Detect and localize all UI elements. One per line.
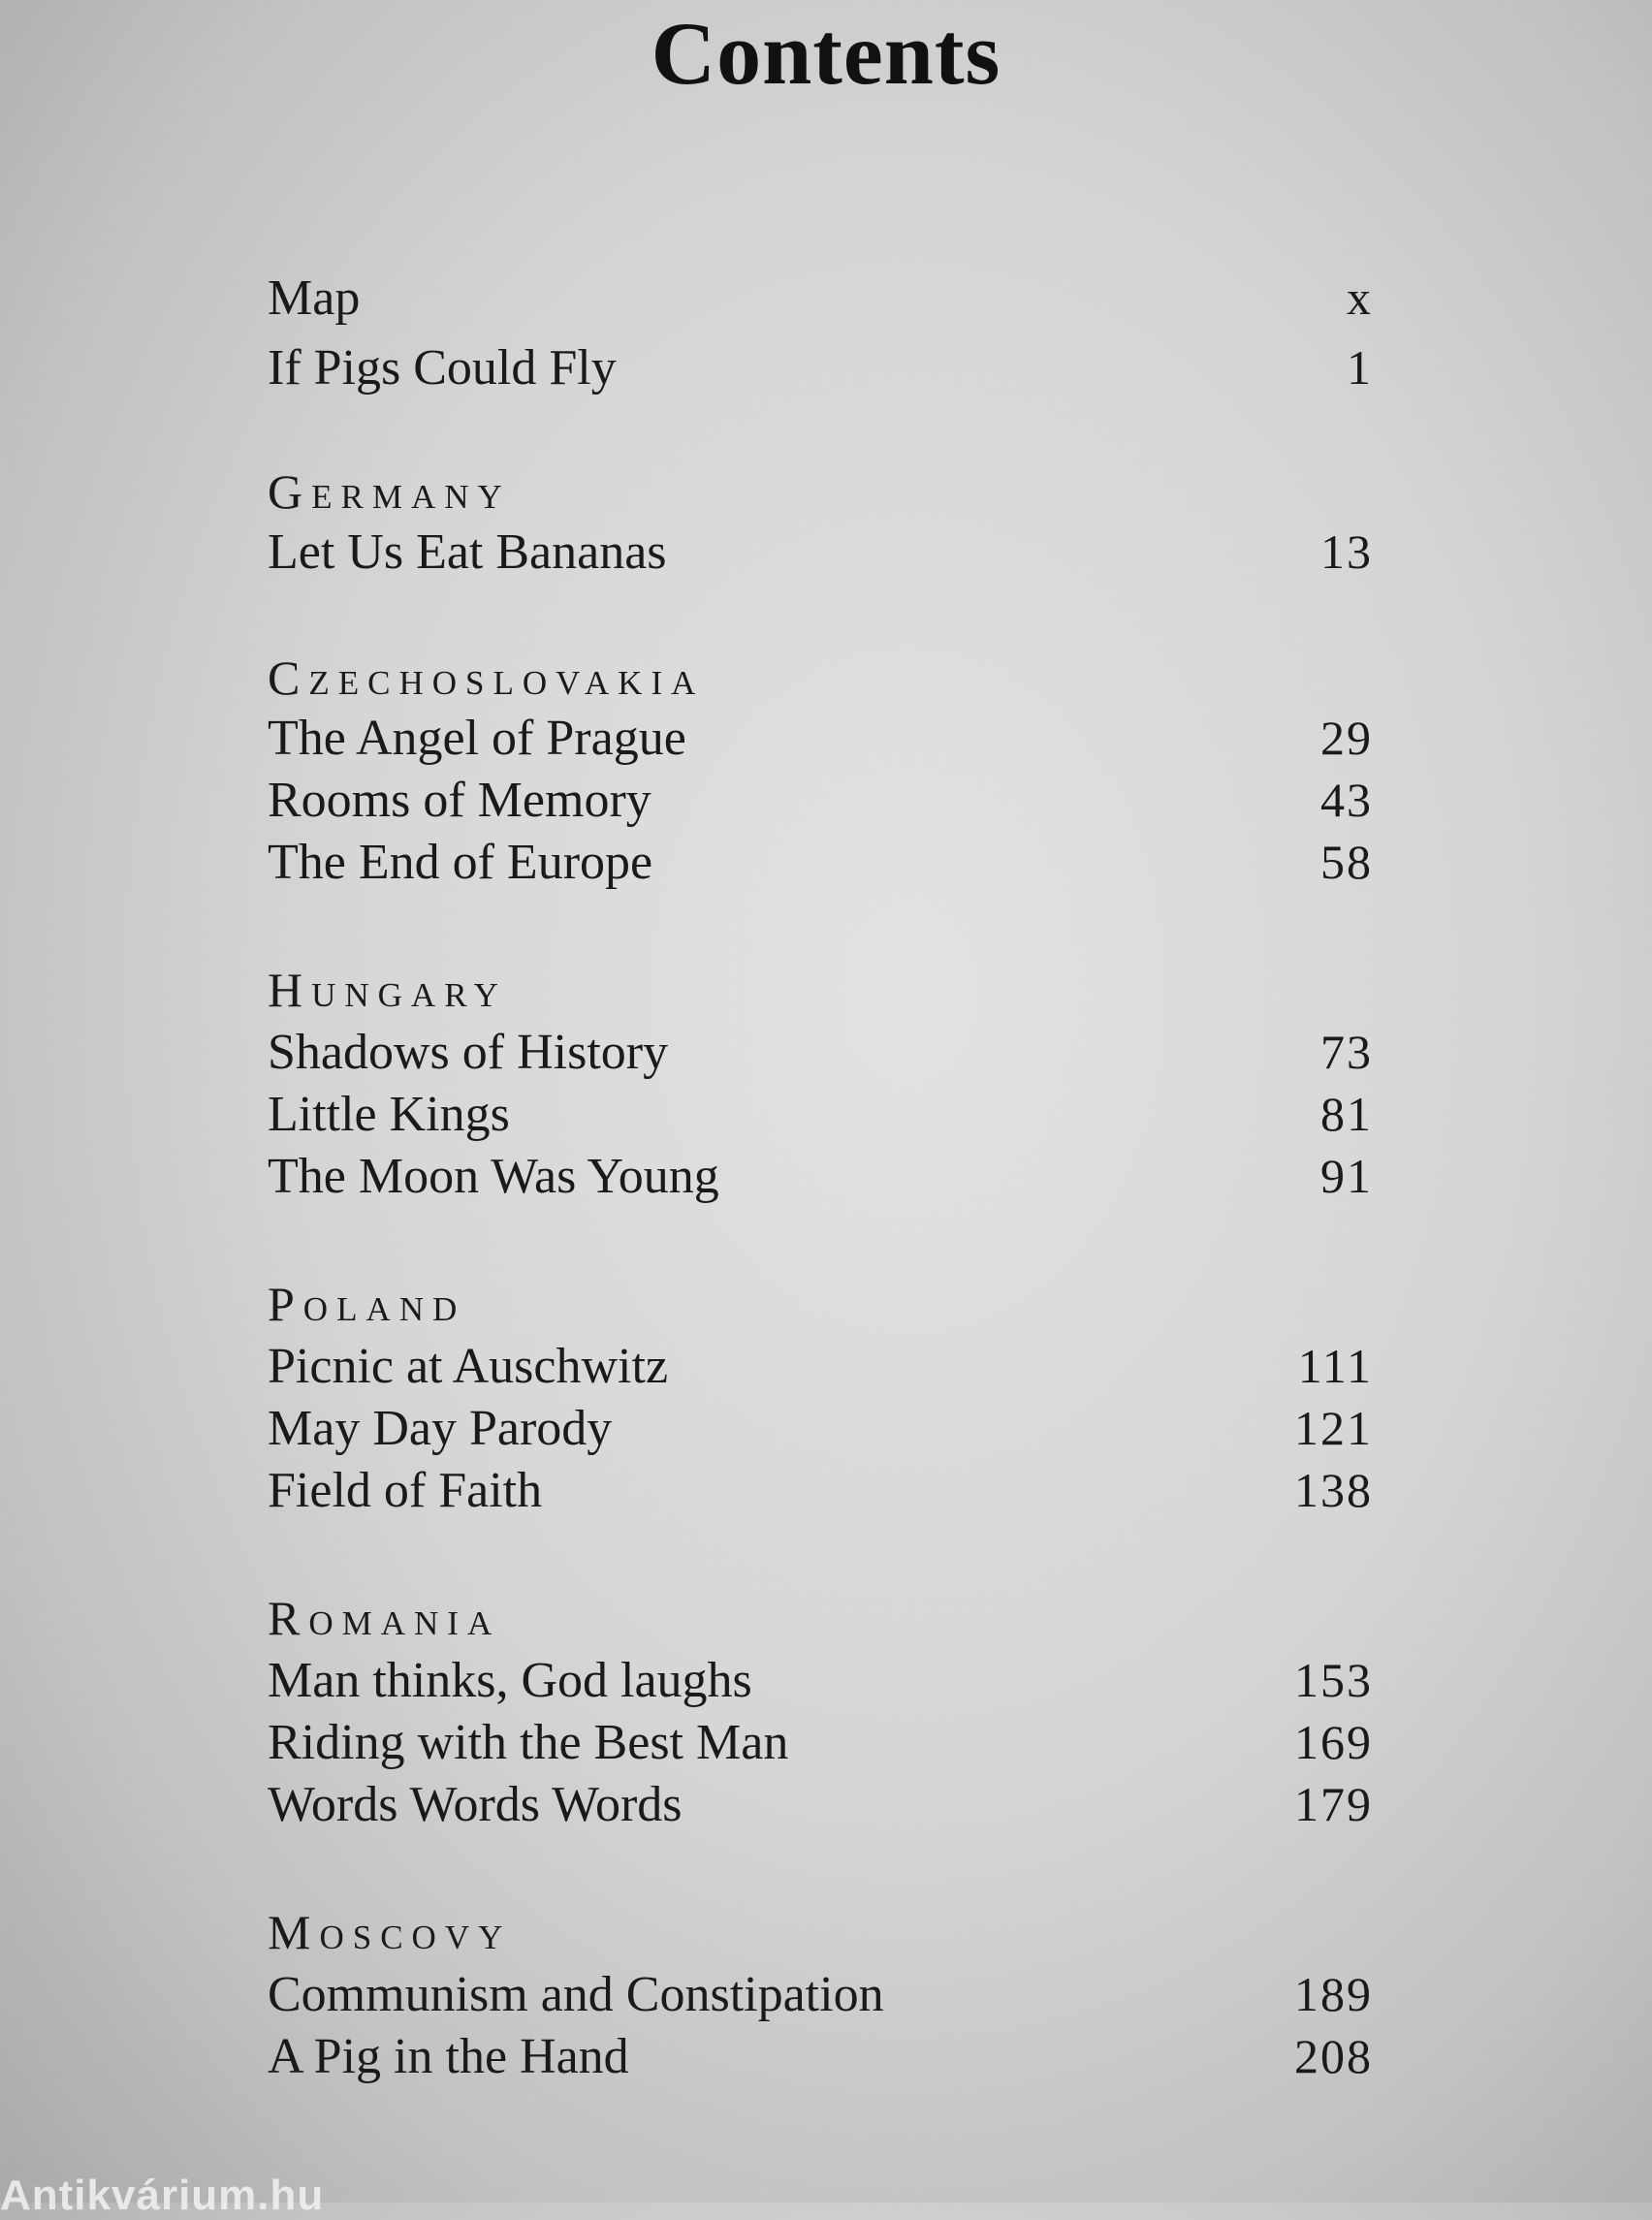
toc-entry — [268, 335, 1373, 399]
entry-title: Field of Faith — [268, 1463, 543, 1518]
entry-title: Man thinks, God laughs — [268, 1653, 752, 1708]
toc-entry — [268, 520, 1373, 584]
section-heading-moscovy: Moscovy — [268, 1905, 512, 1959]
entry-title: Map — [268, 270, 361, 326]
entry-title: Picnic at Auschwitz — [268, 1339, 669, 1394]
entry-page-number: 73 — [1320, 1025, 1373, 1079]
section-heading-germany: Germany — [268, 464, 511, 519]
entry-page-number: 208 — [1294, 2029, 1373, 2083]
entry-page-number: 29 — [1320, 711, 1373, 765]
toc-entry — [268, 2024, 1373, 2088]
entry-page-number: x — [1347, 270, 1373, 325]
entry-title: If Pigs Could Fly — [268, 340, 617, 396]
entry-title: The Angel of Prague — [268, 711, 686, 766]
entry-page-number: 121 — [1294, 1401, 1373, 1455]
entry-title: Words Words Words — [268, 1777, 683, 1832]
section-heading-czechoslovakia: Czechoslovakia — [268, 650, 705, 705]
toc-entry — [268, 1334, 1373, 1398]
entry-page-number: 13 — [1320, 524, 1373, 579]
entry-page-number: 58 — [1320, 835, 1373, 889]
toc-entry — [268, 1144, 1373, 1208]
section-heading-hungary: Hungary — [268, 963, 507, 1017]
toc-entry — [268, 1020, 1373, 1084]
toc-entry — [268, 1772, 1373, 1836]
entry-page-number: 153 — [1294, 1653, 1373, 1707]
toc-entry — [268, 1396, 1373, 1460]
toc-entry — [268, 706, 1373, 770]
entry-page-number: 138 — [1294, 1463, 1373, 1517]
toc-entry — [268, 266, 1373, 330]
entry-page-number: 1 — [1347, 340, 1373, 395]
entry-page-number: 43 — [1320, 773, 1373, 827]
entry-title: Riding with the Best Man — [268, 1715, 789, 1770]
entry-page-number: 111 — [1297, 1339, 1373, 1393]
entry-page-number: 169 — [1294, 1715, 1373, 1769]
entry-page-number: 91 — [1320, 1149, 1373, 1203]
entry-page-number: 189 — [1294, 1967, 1373, 2021]
entry-title: The Moon Was Young — [268, 1149, 719, 1204]
entry-page-number: 81 — [1320, 1087, 1373, 1141]
toc-entry — [268, 1710, 1373, 1774]
entry-title: Communism and Constipation — [268, 1967, 884, 2022]
entry-title: May Day Parody — [268, 1401, 613, 1456]
entry-title: Let Us Eat Bananas — [268, 524, 667, 580]
entry-title: The End of Europe — [268, 835, 653, 890]
toc-entry — [268, 1082, 1373, 1146]
toc-entry — [268, 1458, 1373, 1522]
toc-entry — [268, 830, 1373, 894]
entry-title: Little Kings — [268, 1087, 510, 1142]
entry-title: A Pig in the Hand — [268, 2029, 629, 2084]
entry-page-number: 179 — [1294, 1777, 1373, 1831]
section-heading-romania: Romania — [268, 1591, 501, 1645]
toc-entry — [268, 1962, 1373, 2026]
toc-entry — [268, 768, 1373, 832]
toc-entry — [268, 1648, 1373, 1712]
entry-title: Shadows of History — [268, 1025, 669, 1080]
entry-title: Rooms of Memory — [268, 773, 651, 828]
section-heading-poland: Poland — [268, 1277, 466, 1331]
watermark: Antikvárium.hu — [0, 2172, 325, 2219]
page-title: Contents — [651, 4, 1001, 103]
